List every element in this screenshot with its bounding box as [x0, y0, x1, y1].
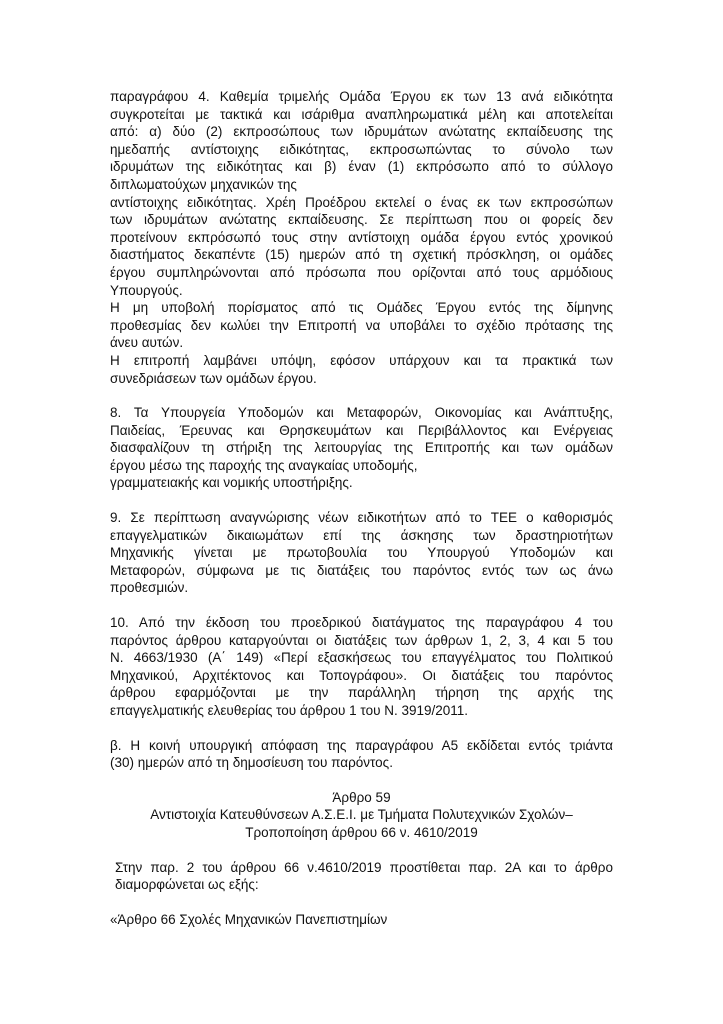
article-title-line: Αντιστοιχία Κατευθύνσεων Α.Σ.Ε.Ι. με Τμήματα Πολυτεχνικών Σχολών–: [150, 807, 573, 823]
text-line: Ν. 4663/1930 (Α΄ 149) «Περί εξασκήσεως του επαγγέλματος του Πολιτικού: [110, 650, 613, 666]
paragraph-10: [110, 614, 613, 720]
text-line: άρθρου εφαρμόζονται με την παράλληλη τήρηση της αρχής της: [110, 685, 613, 701]
paragraph-8: [110, 404, 613, 492]
text-line: από: α) δύο (2) εκπροσώπους των ιδρυμάτων ανώτατης εκπαίδευσης της: [110, 124, 613, 140]
text-line: ημεδαπής αντίστοιχης ειδικότητας, εκπροσωπώντας το σύνολο των: [110, 141, 613, 157]
text-line: έργου μέσω της παροχής της αναγκαίας υποδομής,: [110, 457, 418, 473]
quoted-article: [110, 911, 613, 929]
article-59-intro: [110, 859, 613, 894]
text-line: συγκροτείται με τακτικά και ισάριθμα αναπληρωματικά μέλη και αποτελείται: [110, 106, 613, 122]
text-line: έργου συμπληρώνονται από πρόσωπα που ορίζονται από τους αρμόδιους: [110, 264, 613, 280]
paragraph-gap: [110, 842, 613, 859]
paragraph-gap: [110, 597, 613, 614]
text-line: επαγγελματικής ελευθερίας του άρθρου 1 του Ν. 3919/2011.: [110, 703, 469, 718]
paragraph-b: [110, 737, 613, 772]
text-line: προθεσμίας δεν κωλύει την Επιτροπή να υποβάλει το σχέδιο πρότασης της: [110, 317, 613, 333]
text-line: ιδρυμάτων της ειδικότητας και β) έναν (1) εκπρόσωπο από το σύλλογο: [110, 159, 613, 175]
text-line: διπλωματούχων μηχανικών της: [110, 176, 297, 192]
text-line: των ιδρυμάτων ανώτατης εκπαίδευσης. Σε περίπτωση που οι φορείς δεν: [110, 212, 613, 228]
text-line: συνεδριάσεων των ομάδων έργου.: [110, 370, 317, 386]
article-title-line: Τροποποίηση άρθρου 66 ν. 4610/2019: [245, 824, 478, 840]
text-line: προτείνουν εκπρόσωπό τους στην αντίστοιχη ομάδα έργου εντός χρονικού: [110, 229, 613, 245]
text-line: επαγγελματικών δικαιωμάτων επί της άσκησης των δραστηριοτήτων: [110, 527, 613, 543]
paragraph-gap: [110, 387, 613, 404]
document-body: [110, 88, 613, 928]
paragraph-continuation: [110, 88, 613, 387]
text-line: Η μη υποβολή πορίσματος από τις Ομάδες Έργου εντός της δίμηνης: [110, 300, 613, 316]
paragraph-gap: [110, 720, 613, 737]
text-line: διαστήματος δεκαπέντε (15) ημερών από τη σχετική πρόσκληση, οι ομάδες: [110, 247, 613, 263]
text-line: Μηχανικού, Αρχιτέκτονος και Τοπογράφου». Οι διατάξεις του παρόντος: [110, 667, 613, 683]
paragraph-9: [110, 509, 613, 597]
text-line: γραμματειακής και νομικής υποστήριξης.: [110, 475, 353, 491]
text-line: παραγράφου 4. Καθεμία τριμελής Ομάδα Έργου εκ των 13 ανά ειδικότητα: [110, 89, 613, 104]
text-line: προθεσμιών.: [110, 580, 189, 596]
text-line: 10. Από την έκδοση του προεδρικού διατάγματος της παραγράφου 4 του: [110, 615, 613, 631]
text-line: β. Η κοινή υπουργική απόφαση της παραγράφου Α5 εκδίδεται εντός τριάντα: [110, 737, 613, 753]
text-line: Παιδείας, Έρευνας και Θρησκευμάτων και Περιβάλλοντος και Ενέργειας: [110, 422, 613, 438]
text-line: άνευ αυτών.: [110, 335, 184, 351]
text-line: διασφαλίζουν τη στήριξη της λειτουργίας της Επιτροπής και των ομάδων: [110, 440, 613, 456]
text-line: 9. Σε περίπτωση αναγνώρισης νέων ειδικοτήτων από το ΤΕΕ ο καθορισμός: [110, 510, 613, 526]
paragraph-gap: [110, 492, 613, 509]
text-line: Υπουργούς.: [110, 282, 183, 298]
paragraph-gap: [110, 894, 613, 911]
text-line: Μεταφορών, σύμφωνα με τις διατάξεις του παρόντος εντός των ως άνω: [110, 562, 613, 578]
text-line: παρόντος άρθρου καταργούνται οι διατάξεις των άρθρων 1, 2, 3, 4 και 5 του: [110, 632, 613, 648]
text-line: (30) ημερών από τη δημοσίευση του παρόντος.: [110, 755, 393, 771]
text-line: Η επιτροπή λαμβάνει υπόψη, εφόσον υπάρχουν και τα πρακτικά των: [110, 352, 613, 368]
text-line: διαμορφώνεται ως εξής:: [115, 877, 259, 893]
text-line: αντίστοιχης ειδικότητας. Χρέη Προέδρου εκτελεί ο ένας εκ των εκπροσώπων: [110, 194, 613, 210]
article-heading: Άρθρο 59: [332, 789, 391, 805]
text-line: 8. Τα Υπουργεία Υποδομών και Μεταφορών, Οικονομίας και Ανάπτυξης,: [110, 405, 613, 421]
text-line: Στην παρ. 2 του άρθρου 66 ν.4610/2019 προστίθεται παρ. 2Α και το άρθρο: [115, 859, 613, 875]
article-59-header: [110, 789, 613, 842]
quoted-article-heading: «Άρθρο 66 Σχολές Μηχανικών Πανεπιστημίων: [110, 911, 388, 927]
paragraph-gap: [110, 772, 613, 789]
text-line: Μηχανικής γίνεται με πρωτοβουλία του Υπουργού Υποδομών και: [110, 545, 613, 561]
